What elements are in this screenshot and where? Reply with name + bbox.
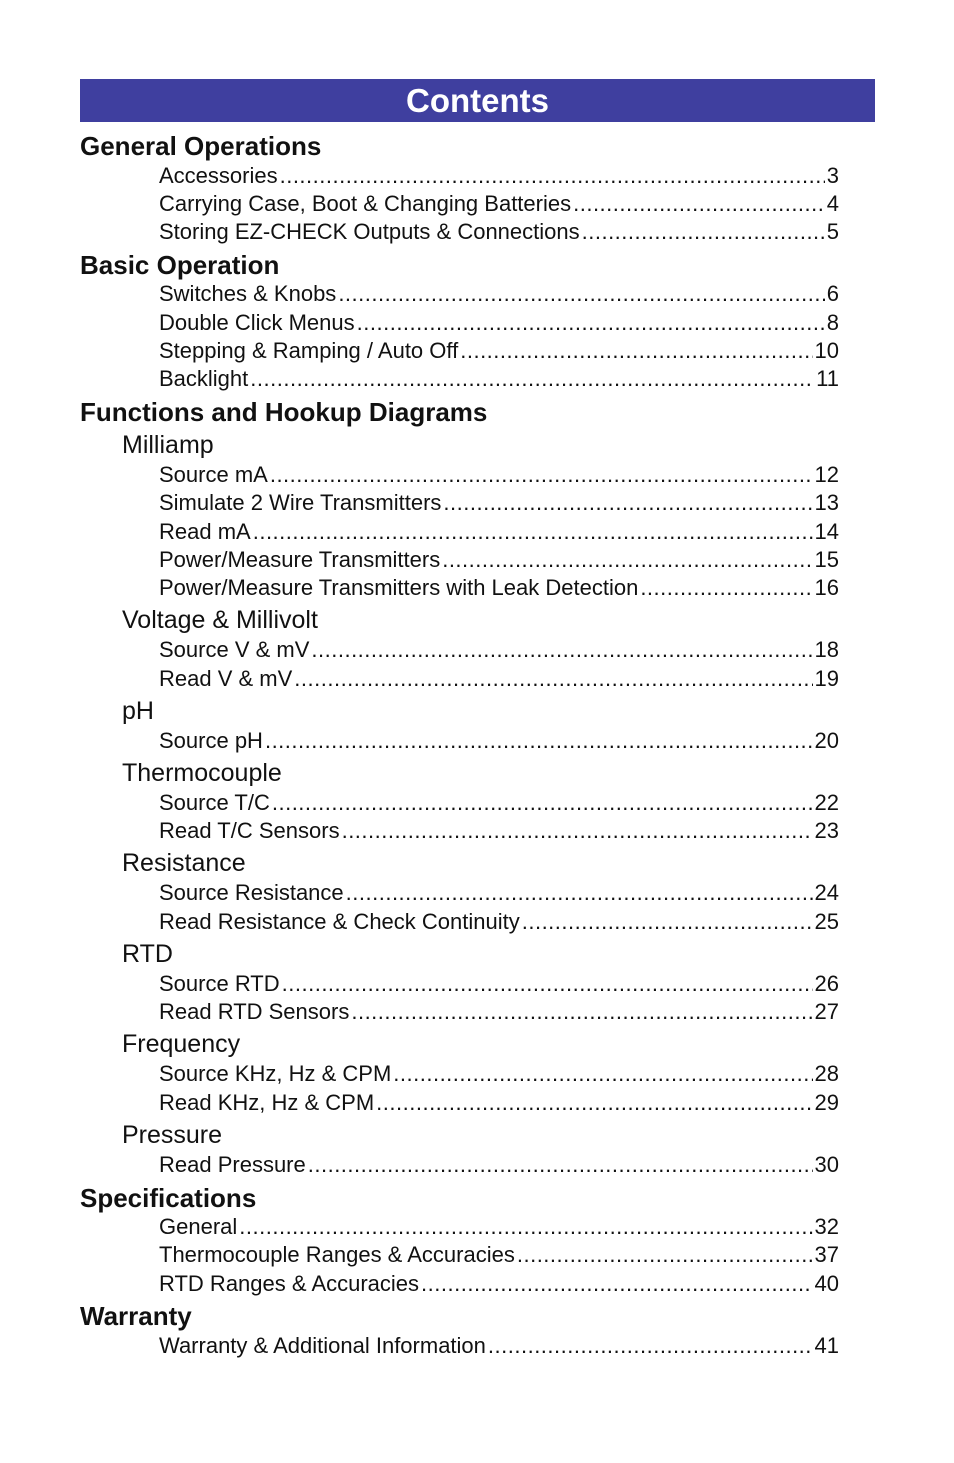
toc-page-number: 16 bbox=[814, 575, 839, 600]
toc-entry-label: Read KHz, Hz & CPM bbox=[159, 1090, 375, 1115]
dot-leader bbox=[270, 462, 813, 488]
toc-entry bbox=[159, 1214, 839, 1240]
dot-leader bbox=[517, 1242, 813, 1268]
toc-page-number: 28 bbox=[814, 1061, 839, 1086]
toc-entry bbox=[159, 666, 839, 692]
toc-page-number: 8 bbox=[826, 310, 839, 335]
toc-page-number: 30 bbox=[814, 1152, 839, 1177]
toc-entry bbox=[159, 818, 839, 844]
toc-entry bbox=[159, 163, 839, 189]
toc-page-number: 18 bbox=[814, 637, 839, 662]
toc-entry bbox=[159, 790, 839, 816]
dot-leader bbox=[282, 971, 813, 997]
toc-entry-label: Stepping & Ramping / Auto Off bbox=[159, 338, 459, 363]
dot-leader bbox=[294, 666, 812, 692]
dot-leader bbox=[573, 191, 825, 217]
toc-page-number: 10 bbox=[814, 338, 839, 363]
toc-entry bbox=[159, 310, 839, 336]
dot-leader bbox=[357, 310, 825, 336]
toc-entry-label: Switches & Knobs bbox=[159, 281, 337, 306]
toc-entry bbox=[159, 1242, 839, 1268]
toc-page-number: 41 bbox=[814, 1333, 839, 1358]
toc-entry bbox=[159, 490, 839, 516]
dot-leader bbox=[346, 880, 813, 906]
toc-page-number: 4 bbox=[826, 191, 839, 216]
toc-entry bbox=[159, 1271, 839, 1297]
toc-entry-label: Source pH bbox=[159, 728, 263, 753]
toc-entry bbox=[159, 219, 839, 245]
dot-leader bbox=[640, 575, 812, 601]
dot-leader bbox=[393, 1061, 812, 1087]
toc-entry-label: Read Pressure bbox=[159, 1152, 306, 1177]
dot-leader bbox=[442, 547, 812, 573]
toc-page-number: 22 bbox=[814, 790, 839, 815]
toc-entry-label: Source T/C bbox=[159, 790, 270, 815]
toc-page-number: 26 bbox=[814, 971, 839, 996]
toc-page-number: 14 bbox=[814, 519, 839, 544]
toc-entry-label: Read Resistance & Check Continuity bbox=[159, 909, 520, 934]
toc-page-number: 6 bbox=[826, 281, 839, 306]
toc-page-number: 11 bbox=[816, 366, 839, 391]
dot-leader bbox=[351, 999, 812, 1025]
toc-entry-label: Storing EZ-CHECK Outputs & Connections bbox=[159, 219, 580, 244]
toc-entry bbox=[159, 1152, 839, 1178]
dot-leader bbox=[522, 909, 813, 935]
toc-entry-label: Read T/C Sensors bbox=[159, 818, 340, 843]
dot-leader bbox=[460, 338, 812, 364]
dot-leader bbox=[250, 366, 814, 392]
toc-entry bbox=[159, 547, 839, 573]
toc-entry-label: Source V & mV bbox=[159, 637, 310, 662]
toc-entry bbox=[159, 999, 839, 1025]
toc-entry-label: Double Click Menus bbox=[159, 310, 355, 335]
subsection-heading: pH bbox=[122, 697, 154, 725]
toc-entry-label: Source Resistance bbox=[159, 880, 344, 905]
toc-entry bbox=[159, 191, 839, 217]
dot-leader bbox=[272, 790, 813, 816]
toc-entry-label: Carrying Case, Boot & Changing Batteries bbox=[159, 191, 572, 216]
toc-entry bbox=[159, 366, 839, 392]
dot-leader bbox=[280, 163, 825, 189]
toc-entry-label: Backlight bbox=[159, 366, 249, 391]
toc-entry bbox=[159, 880, 839, 906]
toc-entry bbox=[159, 281, 839, 307]
toc-entry bbox=[159, 728, 839, 754]
subsection-heading: Frequency bbox=[122, 1030, 241, 1058]
dot-leader bbox=[308, 1152, 813, 1178]
subsection-heading: Pressure bbox=[122, 1121, 223, 1149]
subsection-heading: Milliamp bbox=[122, 431, 214, 459]
dot-leader bbox=[338, 281, 824, 307]
toc-entry bbox=[159, 971, 839, 997]
section-heading: Specifications bbox=[80, 1183, 257, 1213]
toc-entry-label: Thermocouple Ranges & Accuracies bbox=[159, 1242, 515, 1267]
toc-entry bbox=[159, 1333, 839, 1359]
subsection-heading: Thermocouple bbox=[122, 759, 282, 787]
toc-page-number: 27 bbox=[814, 999, 839, 1024]
dot-leader bbox=[342, 818, 813, 844]
toc-entry bbox=[159, 1061, 839, 1087]
toc-entry-label: Read V & mV bbox=[159, 666, 293, 691]
dot-leader bbox=[582, 219, 825, 245]
toc-page-number: 25 bbox=[814, 909, 839, 934]
toc-page-number: 15 bbox=[814, 547, 839, 572]
toc-entry bbox=[159, 637, 839, 663]
toc-entry bbox=[159, 338, 839, 364]
toc-entry-label: Read RTD Sensors bbox=[159, 999, 350, 1024]
toc-entry-label: Source RTD bbox=[159, 971, 280, 996]
toc-page-number: 24 bbox=[814, 880, 839, 905]
toc-entry-label: Power/Measure Transmitters with Leak Detection bbox=[159, 575, 639, 600]
toc-page-number: 3 bbox=[826, 163, 839, 188]
toc-page-number: 13 bbox=[814, 490, 839, 515]
toc-page-number: 40 bbox=[814, 1271, 839, 1296]
toc-entry bbox=[159, 519, 839, 545]
toc-entry-label: Accessories bbox=[159, 163, 278, 188]
toc-page-number: 32 bbox=[814, 1214, 839, 1239]
toc-page-number: 29 bbox=[814, 1090, 839, 1115]
toc-entry bbox=[159, 462, 839, 488]
toc-entry bbox=[159, 1090, 839, 1116]
dot-leader bbox=[443, 490, 812, 516]
toc-entry-label: Simulate 2 Wire Transmitters bbox=[159, 490, 442, 515]
dot-leader bbox=[239, 1214, 812, 1240]
subsection-heading: Resistance bbox=[122, 849, 246, 877]
contents-title: Contents bbox=[80, 79, 875, 122]
dot-leader bbox=[265, 728, 813, 754]
subsection-heading: Voltage & Millivolt bbox=[122, 606, 318, 634]
toc-entry-label: Source mA bbox=[159, 462, 268, 487]
dot-leader bbox=[253, 519, 813, 545]
toc-entry-label: Warranty & Additional Information bbox=[159, 1333, 486, 1358]
subsection-heading: RTD bbox=[122, 940, 173, 968]
toc-page-number: 12 bbox=[814, 462, 839, 487]
section-heading: General Operations bbox=[80, 131, 322, 161]
toc-page-number: 5 bbox=[826, 219, 839, 244]
section-heading: Basic Operation bbox=[80, 250, 280, 280]
dot-leader bbox=[376, 1090, 812, 1116]
toc-entry-label: Source KHz, Hz & CPM bbox=[159, 1061, 392, 1086]
toc-page-number: 23 bbox=[814, 818, 839, 843]
toc-entry bbox=[159, 909, 839, 935]
toc-entry-label: Power/Measure Transmitters bbox=[159, 547, 441, 572]
toc-page-number: 20 bbox=[814, 728, 839, 753]
toc-page-number: 37 bbox=[814, 1242, 839, 1267]
toc-entry bbox=[159, 575, 839, 601]
dot-leader bbox=[488, 1333, 813, 1359]
dot-leader bbox=[421, 1271, 812, 1297]
section-heading: Functions and Hookup Diagrams bbox=[80, 397, 488, 427]
toc-page-number: 19 bbox=[814, 666, 839, 691]
toc-entry-label: Read mA bbox=[159, 519, 251, 544]
section-heading: Warranty bbox=[80, 1301, 192, 1331]
toc-entry-label: General bbox=[159, 1214, 238, 1239]
toc-entry-label: RTD Ranges & Accuracies bbox=[159, 1271, 420, 1296]
dot-leader bbox=[311, 637, 812, 663]
